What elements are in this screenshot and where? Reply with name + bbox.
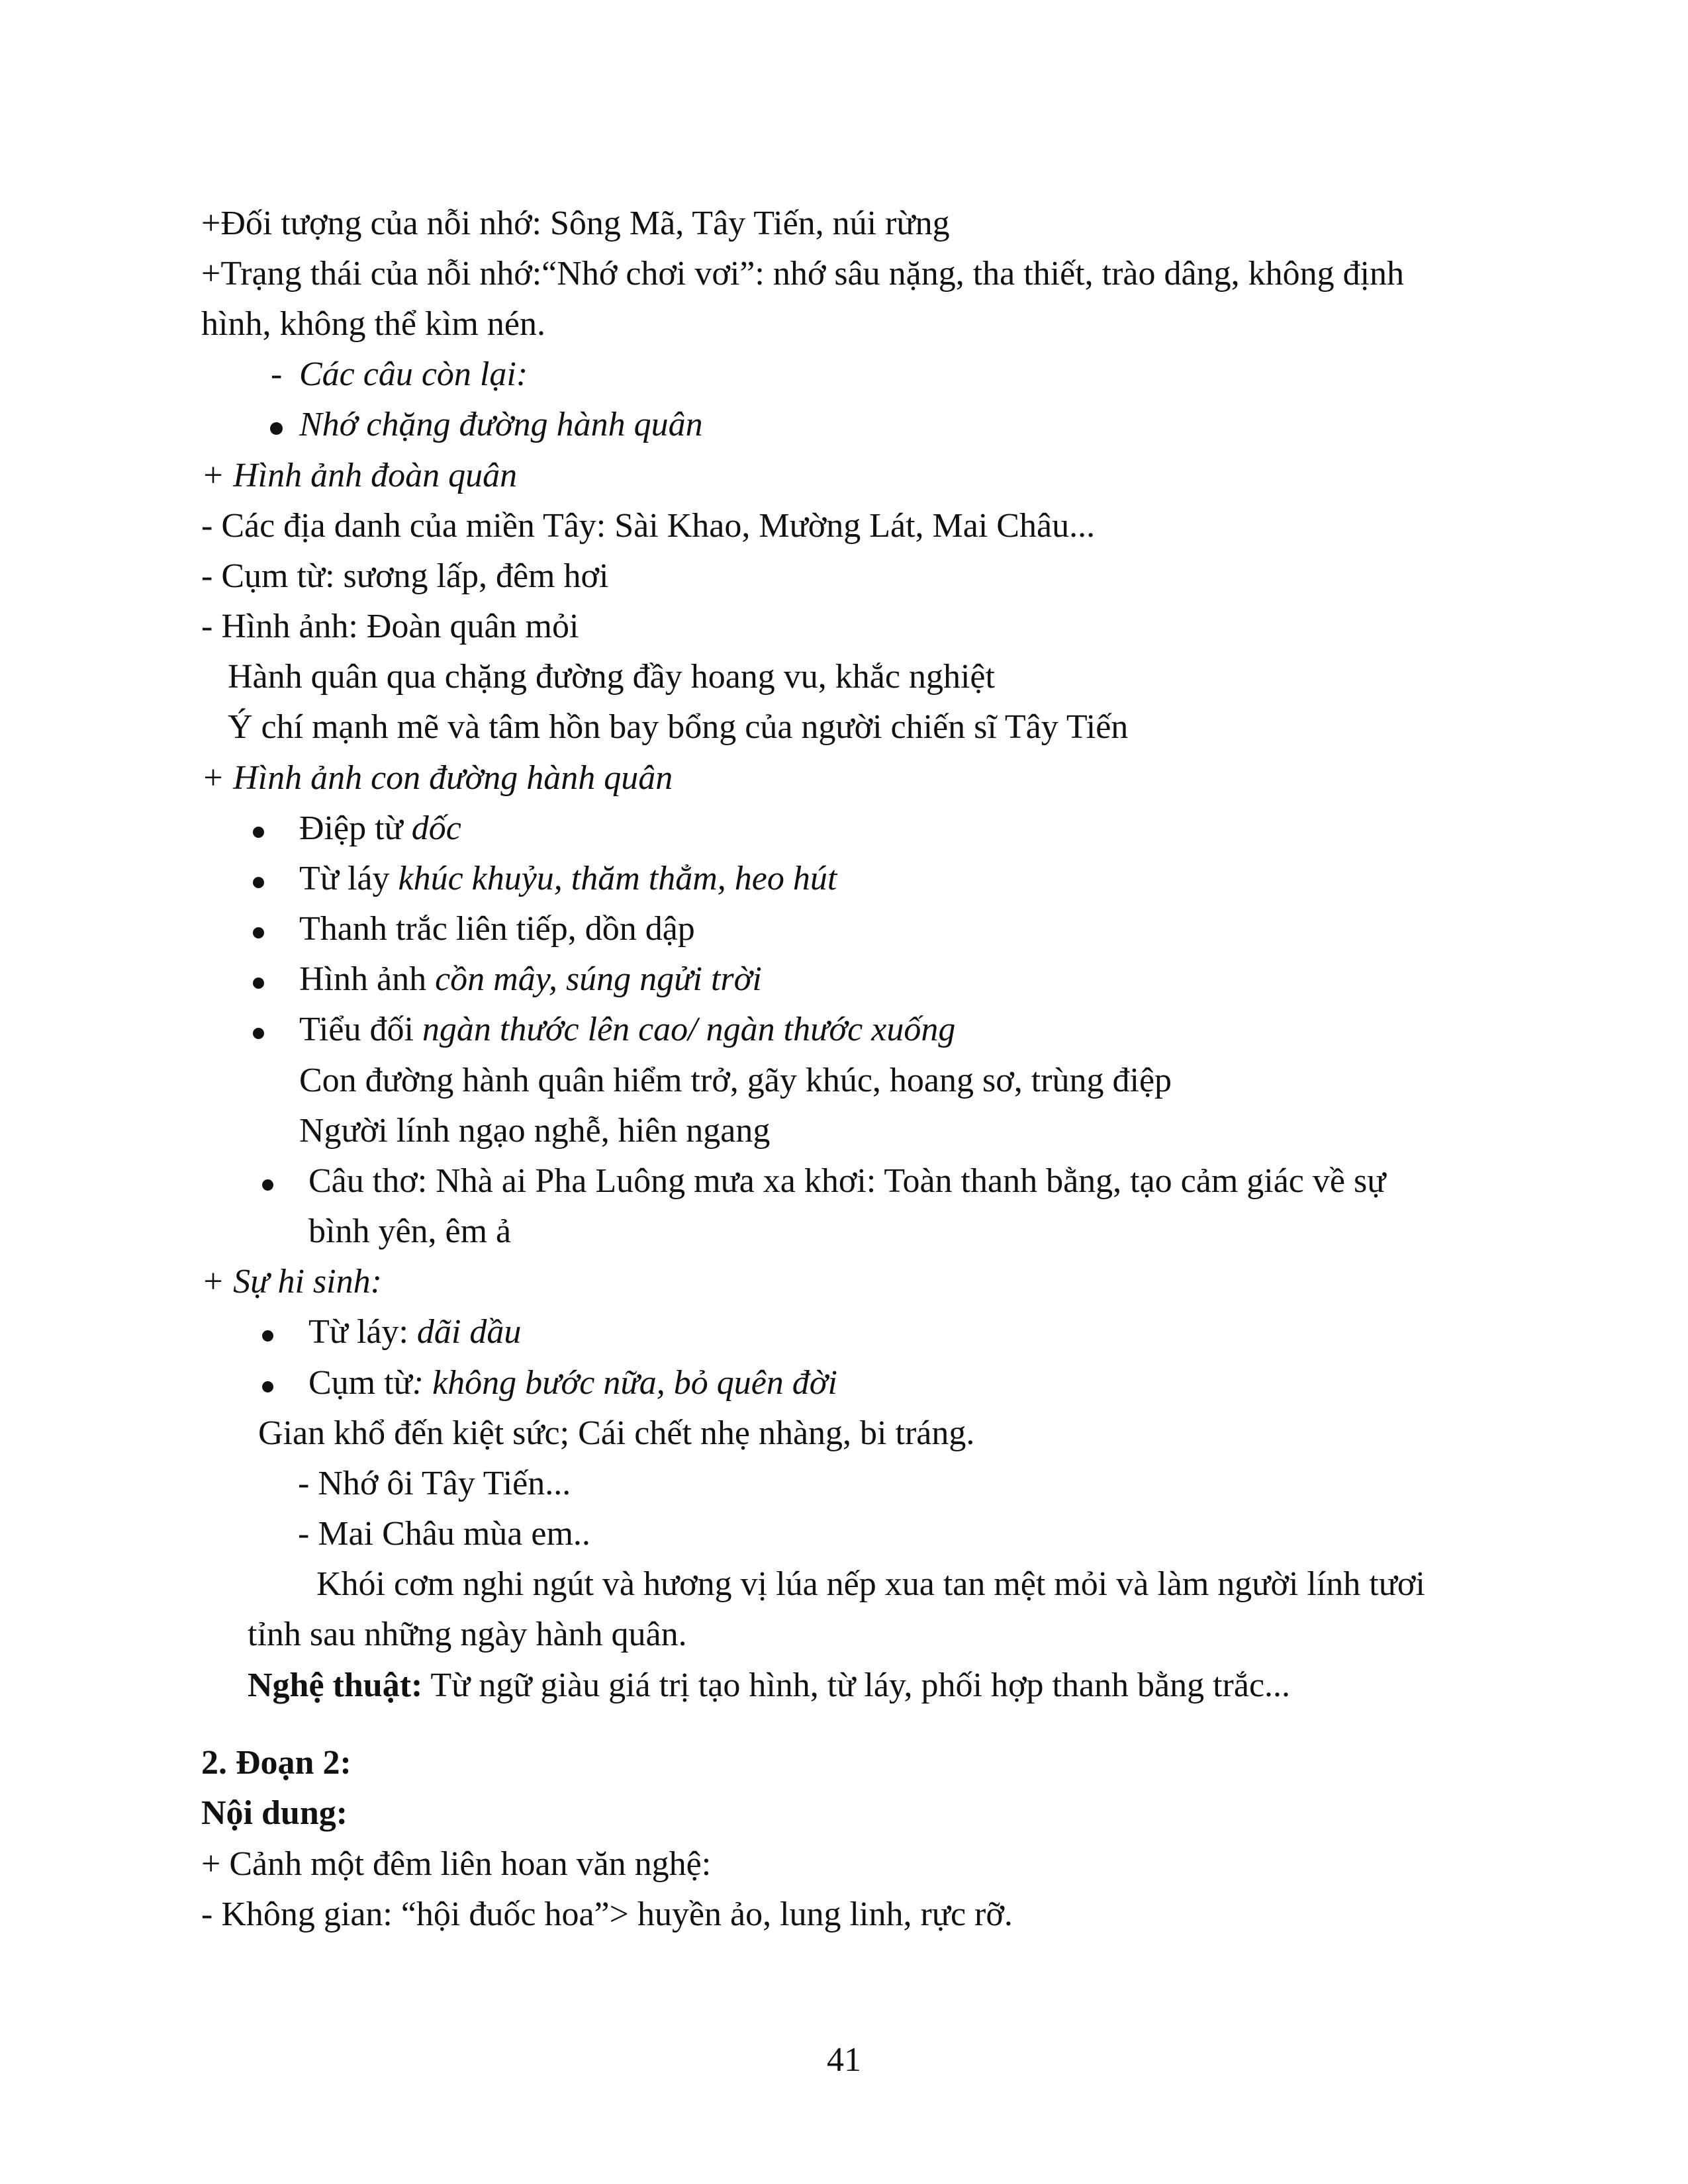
text-line: - Cụm từ: sương lấp, đêm hơi: [201, 557, 609, 595]
text-line: tỉnh sau những ngày hành quân.: [248, 1615, 687, 1653]
bullet-icon: [253, 1028, 264, 1039]
text-line: Ý chí mạnh mẽ và tâm hồn bay bổng của người chiến sĩ Tây Tiến: [228, 708, 1129, 746]
text-line: Câu thơ: Nhà ai Pha Luông mưa xa khơi: Toàn thanh bằng, tạo cảm giác về sự: [308, 1162, 1386, 1200]
text-line: - Hình ảnh: Đoàn quân mỏi: [201, 608, 579, 645]
section-subtitle: Nội dung:: [201, 1794, 348, 1832]
page-number: 41: [827, 2041, 861, 2079]
text-line: [299, 958, 762, 1001]
section-title: 2. Đoạn 2:: [201, 1744, 352, 1782]
text-line: Các câu còn lại:: [299, 355, 528, 393]
text-line: - Nhớ ôi Tây Tiến...: [298, 1465, 571, 1502]
text-line: hình, không thể kìm nén.: [201, 305, 545, 343]
text-run: Tiểu đối: [299, 1011, 422, 1048]
text-line: [308, 1310, 521, 1354]
bullet-icon: [270, 422, 283, 435]
text-line: Hành quân qua chặng đường đầy hoang vu, khắc nghiệt: [228, 658, 995, 696]
bullet-icon: [262, 1381, 273, 1392]
text-line: Khói cơm nghi ngút và hương vị lúa nếp xua tan mệt mỏi và làm người lính tươi: [316, 1565, 1425, 1603]
text-line: Nhớ chặng đường hành quân: [299, 406, 703, 443]
text-line: bình yên, êm ả: [308, 1212, 512, 1250]
text-line: - Không gian: “hội đuốc hoa”> huyền ảo, lung linh, rực rỡ.: [201, 1895, 1013, 1933]
text-run-italic: dốc: [411, 809, 461, 847]
text-run: Từ láy: [299, 860, 399, 897]
text-run: Cụm từ: [308, 1364, 412, 1402]
text-run-bold: Nghệ thuật:: [248, 1666, 423, 1704]
text-line: - Mai Châu mùa em..: [298, 1515, 590, 1553]
text-line: [248, 1664, 1290, 1707]
text-run-italic: cồn mây, súng ngửi trời: [435, 960, 762, 998]
text-run-italic: dãi dầu: [416, 1313, 522, 1351]
text-line: Gian khổ đến kiệt sức; Cái chết nhẹ nhàng, bi tráng.: [258, 1414, 975, 1452]
text-run-italic: khúc khuỷu, thăm thẳm, heo hút: [398, 860, 837, 897]
bullet-icon: [253, 877, 264, 888]
bullet-icon: [262, 1330, 273, 1342]
bullet-icon: [253, 927, 264, 938]
text-line: Thanh trắc liên tiếp, dồn dập: [299, 910, 695, 948]
text-run-italic: : không bước nữa, bỏ quên đời: [412, 1364, 837, 1402]
text-line: Con đường hành quân hiểm trở, gãy khúc, hoang sơ, trùng điệp: [299, 1062, 1172, 1099]
text-line: - Các địa danh của miền Tây: Sài Khao, Mường Lát, Mai Châu...: [201, 507, 1096, 545]
section-heading: + Sự hi sinh:: [201, 1263, 382, 1300]
text-line: [299, 807, 461, 850]
text-line: Người lính ngạo nghễ, hiên ngang: [299, 1112, 771, 1150]
bullet-icon: [262, 1179, 273, 1191]
bullet-icon: [253, 978, 264, 989]
text-line: [308, 1361, 837, 1405]
section-heading: + Hình ảnh đoàn quân: [201, 457, 518, 494]
text-line: + Cảnh một đêm liên hoan văn nghệ:: [201, 1845, 712, 1883]
text-run: Từ ngữ giàu giá trị tạo hình, từ láy, phối hợp thanh bằng trắc...: [422, 1666, 1291, 1704]
text-line: +Đối tượng của nỗi nhớ: Sông Mã, Tây Tiến, núi rừng: [201, 205, 950, 242]
text-run: Từ láy:: [308, 1313, 417, 1351]
section-heading: + Hình ảnh con đường hành quân: [201, 759, 673, 797]
text-line: [299, 857, 837, 901]
text-line: +Trạng thái của nỗi nhớ:“Nhớ chơi vơi”: nhớ sâu nặng, tha thiết, trào dâng, không định: [201, 255, 1405, 293]
text-line: [299, 1008, 955, 1052]
text-run: Hình ảnh: [299, 960, 436, 998]
bullet-icon: [253, 827, 264, 838]
dash-marker: -: [271, 355, 283, 393]
text-run-italic: ngàn thước lên cao/ ngàn thước xuống: [422, 1011, 956, 1048]
text-run: Điệp từ: [299, 809, 412, 847]
